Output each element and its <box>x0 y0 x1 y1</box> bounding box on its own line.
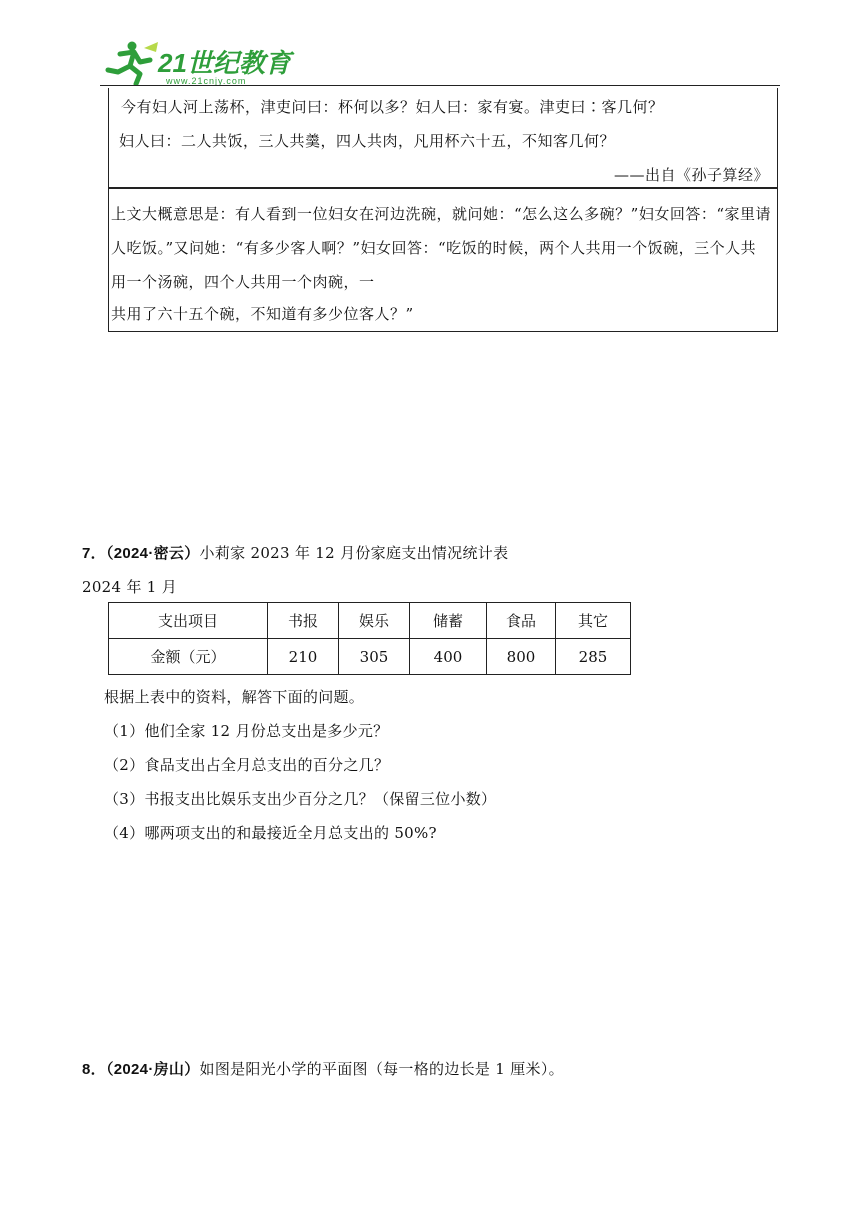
question-source: （2024·密云） <box>105 545 200 562</box>
table-cell: 食品 <box>487 603 556 639</box>
excerpt-line-1: 今有妇人河上荡杯，津吏问曰：杯何以多？妇人曰：家有宴。津吏曰∶客几何？ <box>121 98 664 116</box>
table-cell: 娱乐 <box>339 603 410 639</box>
translation-line-3: 用一个汤碗，四个人共用一个肉碗，一 <box>111 273 375 291</box>
table-cell: 285 <box>556 639 631 675</box>
table-cell: 210 <box>268 639 339 675</box>
excerpt-line-2: 妇人曰：二人共饭，三人共羹，四人共肉，凡用杯六十五，不知客几何？ <box>119 132 616 150</box>
question-7-sub-2: （2）食品支出占全月总支出的百分之几？ <box>104 756 390 774</box>
21cnjy-logo <box>100 38 300 86</box>
expense-table <box>108 602 631 675</box>
header-rule <box>100 85 780 86</box>
question-text: 小莉家 2023 年 12 月份家庭支出情况统计表 <box>199 544 509 562</box>
question-7-sub-3: （3）书报支出比娱乐支出少百分之几？（保留三位小数） <box>104 790 497 808</box>
table-cell: 800 <box>487 639 556 675</box>
question-7-sub-1: （1）他们全家 12 月份总支出是多少元？ <box>104 722 389 740</box>
excerpt-box <box>108 88 778 188</box>
question-7-intro: 根据上表中的资料，解答下面的问题。 <box>104 688 365 706</box>
question-7-title <box>82 542 508 563</box>
translation-line-1: 上文大概意思是：有人看到一位妇女在河边洗碗，就问她：“怎么这么多碗？”妇女回答：“家里请 <box>111 205 772 223</box>
table-cell: 书报 <box>268 603 339 639</box>
question-number: 8． <box>82 1061 106 1078</box>
question-7-date: 2024 年 1 月 <box>82 578 178 596</box>
translation-line-4: 共用了六十五个碗，不知道有多少位客人？” <box>111 305 414 323</box>
question-7-sub-4: （4）哪两项支出的和最接近全月总支出的 50%? <box>104 824 437 842</box>
translation-box <box>108 188 778 332</box>
svg-text:www.21cnjy.com: www.21cnjy.com <box>166 76 247 86</box>
question-8-title <box>82 1058 564 1079</box>
question-number: 7． <box>82 545 106 562</box>
table-row <box>109 639 631 675</box>
table-cell: 305 <box>339 639 410 675</box>
excerpt-source: ——出自《孙子算经》 <box>613 166 769 184</box>
table-header-row <box>109 603 631 639</box>
table-cell: 支出项目 <box>109 603 268 639</box>
question-source: （2024·房山） <box>105 1061 200 1078</box>
page-header <box>100 38 780 88</box>
table-cell: 400 <box>410 639 487 675</box>
question-text: 如图是阳光小学的平面图（每一格的边长是 1 厘米）。 <box>199 1060 564 1078</box>
table-cell: 储蓄 <box>410 603 487 639</box>
svg-text:21世纪教育: 21世纪教育 <box>158 48 291 78</box>
translation-line-2: 人吃饭。”又问她：“有多少客人啊？”妇女回答：“吃饭的时候，两个人共用一个饭碗，三个人共 <box>111 239 757 257</box>
table-cell: 其它 <box>556 603 631 639</box>
table-cell: 金额（元） <box>109 639 268 675</box>
